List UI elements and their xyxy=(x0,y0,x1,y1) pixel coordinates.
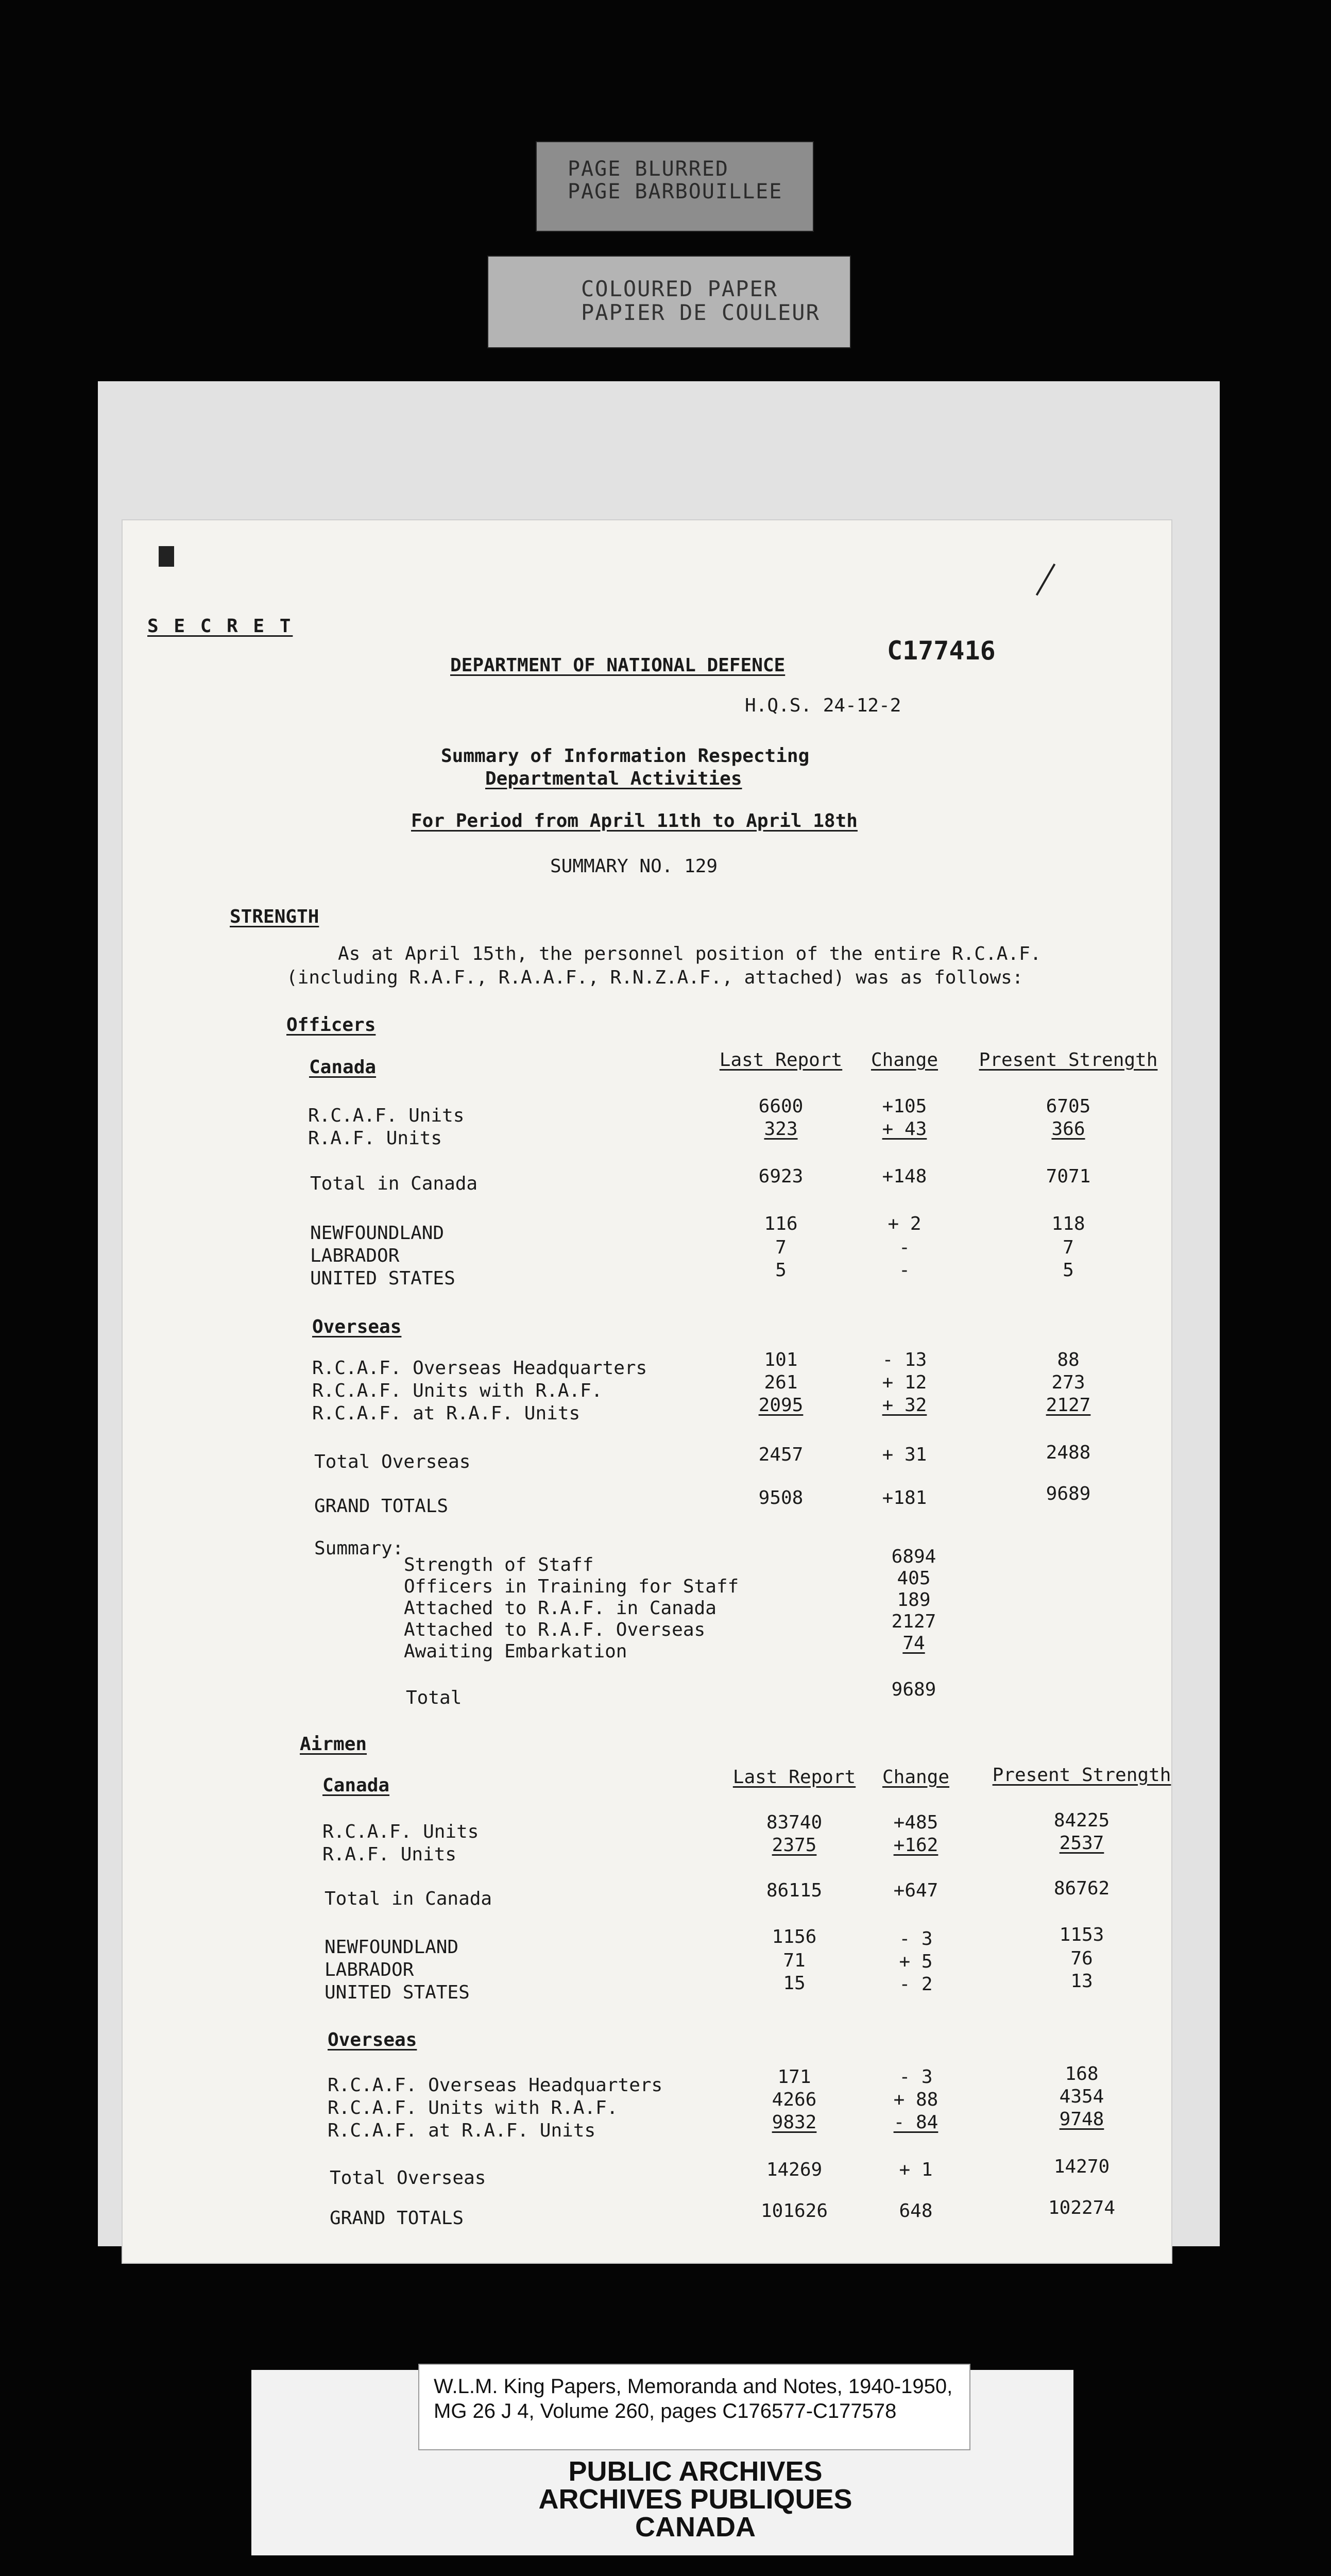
cell-last: 6923 xyxy=(758,1166,804,1187)
citation-line: W.L.M. King Papers, Memoranda and Notes, 1940-1950, xyxy=(434,2375,953,2398)
section-heading: STRENGTH xyxy=(230,906,319,927)
title-line-1: Summary of Information Respecting xyxy=(441,745,810,767)
officers-canada-heading: Canada xyxy=(309,1057,377,1078)
cell-last: 9832 xyxy=(772,2112,817,2133)
cell-last: 86115 xyxy=(766,1880,823,1901)
cell-change: + 88 xyxy=(893,2089,938,2110)
cell-present: 273 xyxy=(1051,1372,1085,1393)
classification: S E C R E T xyxy=(147,616,293,637)
row-label: Attached to R.A.F. Overseas xyxy=(404,1619,706,1640)
cell-value: 189 xyxy=(897,1589,931,1611)
cell-value: 405 xyxy=(897,1568,931,1589)
row-label: Total in Canada xyxy=(325,1888,492,1909)
row-label: Officers in Training for Staff xyxy=(404,1576,739,1597)
cell-present: 76 xyxy=(1070,1948,1093,1969)
period: For Period from April 11th to April 18th xyxy=(411,810,858,832)
cell-change: +485 xyxy=(893,1812,938,1833)
ink-blot xyxy=(159,546,174,567)
row-label: Total xyxy=(406,1687,462,1708)
cell-value: 74 xyxy=(902,1633,925,1654)
cell-change: + 5 xyxy=(899,1951,933,1972)
cell-present: 366 xyxy=(1051,1118,1085,1140)
cell-present: 1153 xyxy=(1059,1924,1104,1945)
cell-change: - 2 xyxy=(899,1974,933,1995)
cell-last: 83740 xyxy=(766,1812,823,1833)
cell-value: 2127 xyxy=(891,1611,936,1632)
cell-present: 88 xyxy=(1057,1349,1080,1370)
row-label: R.A.F. Units xyxy=(322,1844,457,1865)
cell-change: + 12 xyxy=(882,1372,927,1393)
row-label: R.C.A.F. at R.A.F. Units xyxy=(312,1403,581,1424)
cell-last: 2095 xyxy=(758,1395,804,1416)
cell-change: 648 xyxy=(899,2200,933,2222)
citation-line: MG 26 J 4, Volume 260, pages C176577-C177578 xyxy=(434,2400,897,2422)
cell-present: 84225 xyxy=(1053,1810,1110,1831)
cell-present: 7071 xyxy=(1046,1166,1091,1187)
row-label: GRAND TOTALS xyxy=(330,2208,464,2229)
document-number: C177416 xyxy=(887,636,996,666)
cell-present: 2537 xyxy=(1059,1833,1104,1854)
row-label: Total Overseas xyxy=(314,1451,471,1472)
row-label: Total in Canada xyxy=(310,1173,478,1194)
cell-present: 9689 xyxy=(1046,1483,1091,1504)
cell-present: 4354 xyxy=(1059,2086,1104,2107)
cell-present: 102274 xyxy=(1048,2197,1116,2218)
officers-heading: Officers xyxy=(286,1014,376,1036)
summary-number: SUMMARY NO. 129 xyxy=(550,856,718,877)
archives-line: PUBLIC ARCHIVES xyxy=(568,2456,823,2487)
cell-change: +162 xyxy=(893,1835,938,1856)
airmen-col-last-report: Last Report xyxy=(732,1767,856,1788)
cell-change: +181 xyxy=(882,1487,927,1509)
cell-change: - 84 xyxy=(893,2112,938,2133)
cell-last: 261 xyxy=(764,1372,798,1393)
cell-change: - xyxy=(899,1237,910,1258)
cell-present: 9748 xyxy=(1059,2109,1104,2130)
stamp-line: COLOURED PAPER xyxy=(581,276,778,301)
cell-change: + 43 xyxy=(882,1118,927,1140)
cell-present: 118 xyxy=(1051,1213,1085,1234)
row-label: R.C.A.F. Units with R.A.F. xyxy=(312,1380,603,1401)
cell-present: 5 xyxy=(1063,1260,1074,1281)
summary-label: Summary: xyxy=(314,1538,404,1559)
cell-change: +105 xyxy=(882,1096,927,1117)
cell-last: 323 xyxy=(764,1118,798,1140)
cell-last: 5 xyxy=(775,1260,787,1281)
cell-change: + 2 xyxy=(888,1213,922,1234)
cell-change: - xyxy=(899,1260,910,1281)
cell-change: + 31 xyxy=(882,1444,927,1465)
pen-mark xyxy=(1036,564,1055,596)
row-label: GRAND TOTALS xyxy=(314,1496,449,1517)
document-page xyxy=(123,520,1171,2263)
row-label: R.C.A.F. Overseas Headquarters xyxy=(328,2075,663,2096)
cell-last: 14269 xyxy=(766,2159,823,2180)
cell-value: 9689 xyxy=(891,1679,936,1700)
cell-change: - 3 xyxy=(899,2066,933,2088)
officers-overseas-heading: Overseas xyxy=(312,1316,402,1337)
cell-present: 2488 xyxy=(1046,1442,1091,1463)
row-label: R.C.A.F. Units xyxy=(322,1821,479,1842)
airmen-overseas-heading: Overseas xyxy=(328,2029,417,2050)
row-label: R.C.A.F. Units with R.A.F. xyxy=(328,2097,618,2119)
cell-last: 2457 xyxy=(758,1444,804,1465)
row-label: Total Overseas xyxy=(330,2167,486,2189)
cell-value: 6894 xyxy=(891,1546,936,1567)
intro-line-1: As at April 15th, the personnel position of the entire R.C.A.F. xyxy=(338,943,1042,964)
cell-present: 7 xyxy=(1063,1237,1074,1258)
cell-change: + 32 xyxy=(882,1395,927,1416)
cell-change: +148 xyxy=(882,1166,927,1187)
airmen-col-present: Present Strength xyxy=(992,1765,1171,1786)
coloured-paper-stamp xyxy=(487,256,851,348)
airmen-col-change: Change xyxy=(882,1767,950,1788)
cell-last: 101 xyxy=(764,1349,798,1370)
cell-change: + 1 xyxy=(899,2159,933,2180)
row-label: Attached to R.A.F. in Canada xyxy=(404,1598,716,1619)
row-label: R.A.F. Units xyxy=(308,1128,442,1149)
row-label: UNITED STATES xyxy=(310,1268,455,1289)
cell-change: - 13 xyxy=(882,1349,927,1370)
cell-last: 7 xyxy=(775,1237,787,1258)
row-label: R.C.A.F. Overseas Headquarters xyxy=(312,1358,647,1379)
cell-last: 2375 xyxy=(772,1835,817,1856)
stamp-line: PAGE BLURRED xyxy=(568,157,729,181)
row-label: LABRADOR xyxy=(325,1959,414,1980)
cell-last: 171 xyxy=(777,2066,811,2088)
officers-col-change: Change xyxy=(871,1049,938,1071)
officers-col-last-report: Last Report xyxy=(719,1049,843,1071)
row-label: Awaiting Embarkation xyxy=(404,1641,627,1662)
cell-last: 15 xyxy=(783,1973,806,1994)
cell-present: 2127 xyxy=(1046,1395,1091,1416)
stamp-line: PAPIER DE COULEUR xyxy=(581,300,820,325)
intro-line-2: (including R.A.F., R.A.A.F., R.N.Z.A.F., attached) was as follows: xyxy=(286,967,1023,988)
file-reference: H.Q.S. 24-12-2 xyxy=(745,695,901,716)
cell-last: 4266 xyxy=(772,2089,817,2110)
cell-last: 1156 xyxy=(772,1926,817,1947)
cell-last: 71 xyxy=(783,1950,806,1971)
cell-present: 13 xyxy=(1070,1971,1093,1992)
page-blurred-stamp xyxy=(536,141,814,232)
cell-present: 6705 xyxy=(1046,1096,1091,1117)
cell-last: 101626 xyxy=(760,2200,828,2222)
row-label: NEWFOUNDLAND xyxy=(325,1937,459,1958)
stamp-line: PAGE BARBOUILLEE xyxy=(568,180,783,204)
department-heading: DEPARTMENT OF NATIONAL DEFENCE xyxy=(450,655,786,676)
row-label: UNITED STATES xyxy=(325,1982,470,2003)
cell-last: 9508 xyxy=(758,1487,804,1509)
archives-line: CANADA xyxy=(635,2512,756,2543)
row-label: R.C.A.F. at R.A.F. Units xyxy=(328,2120,596,2141)
airmen-heading: Airmen xyxy=(300,1734,367,1755)
row-label: Strength of Staff xyxy=(404,1554,594,1575)
row-label: NEWFOUNDLAND xyxy=(310,1223,445,1244)
cell-present: 168 xyxy=(1065,2063,1099,2084)
cell-last: 116 xyxy=(764,1213,798,1234)
title-line-2: Departmental Activities xyxy=(485,768,742,789)
cell-change: - 3 xyxy=(899,1928,933,1950)
officers-col-present: Present Strength xyxy=(979,1049,1158,1071)
airmen-canada-heading: Canada xyxy=(322,1775,390,1796)
cell-last: 6600 xyxy=(758,1096,804,1117)
cell-present: 14270 xyxy=(1053,2156,1110,2177)
citation-label xyxy=(418,2364,970,2450)
archives-stamp xyxy=(464,2458,927,2541)
cell-present: 86762 xyxy=(1053,1878,1110,1899)
cell-change: +647 xyxy=(893,1880,938,1901)
archives-line: ARCHIVES PUBLIQUES xyxy=(538,2484,852,2515)
row-label: LABRADOR xyxy=(310,1245,400,1266)
row-label: R.C.A.F. Units xyxy=(308,1105,465,1126)
